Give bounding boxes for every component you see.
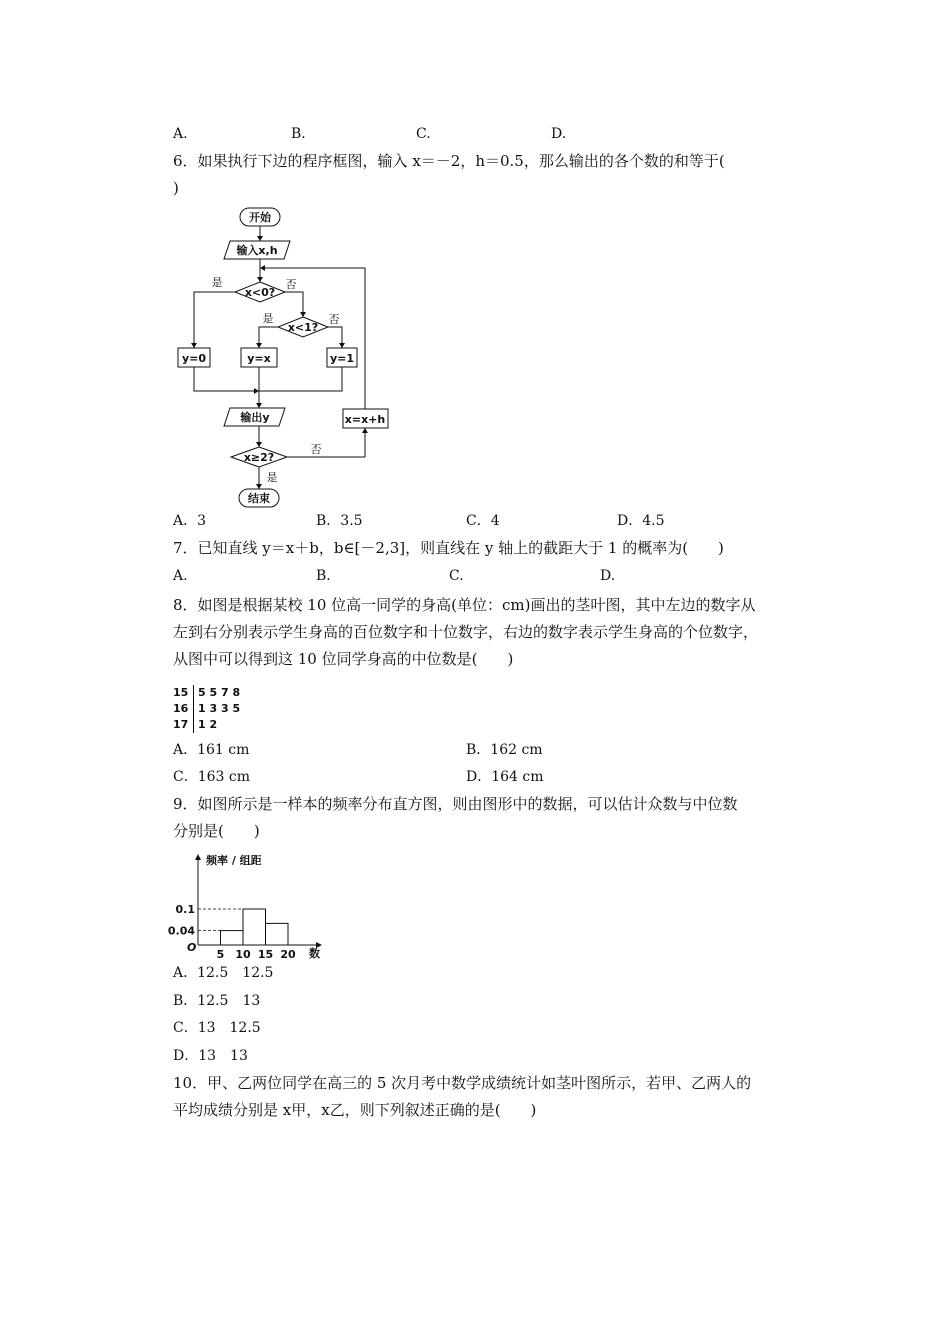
q9-option-b: B．12.5 13 [173,993,261,1009]
q9-text-line2: 分别是( ) [173,822,260,840]
histogram-bar [266,923,289,945]
q6-flowchart [175,205,395,510]
leaf-values: 1 3 3 5 [198,702,241,715]
x-tick-label: 5 [216,948,225,961]
flow-cond2-label: x<1? [287,321,319,334]
y-axis-arrow [195,854,201,860]
x-tick-label: 20 [280,948,296,961]
q9-option-c: C．13 12.5 [173,1020,261,1036]
q7-text-line1: 7．已知直线 y＝x＋b，b∈[－2,3]，则直线在 y 轴上的截距大于 1 的概率为( ) [173,539,724,557]
y-tick-label: 0.1 [175,903,195,916]
q8-text-line1: 8．如图是根据某校 10 位高一同学的身高(单位：cm)画出的茎叶图，其中左边的数字从 [173,596,756,614]
q8-option-d: D．164 cm [466,769,544,785]
stem-value: 17 [173,718,189,731]
flow-yes-label-3: 是 [266,471,278,484]
q5-option-a: A. [173,126,188,142]
q5-option-b: B. [291,126,306,142]
q7-option-c: C. [449,568,464,584]
flow-no-label-3: 否 [310,443,322,456]
q10-text-line2: 平均成绩分别是 x甲，x乙，则下列叙述正确的是( ) [173,1101,537,1119]
q9-option-d: D．13 13 [173,1048,248,1064]
flow-y0-label: y=0 [181,352,207,365]
q6-option-a: A．3 [173,513,207,529]
flow-yes-label-2: 是 [262,312,274,325]
q8-text-line3: 从图中可以得到这 10 位同学身高的中位数是( ) [173,650,514,668]
q8-text-line2: 左到右分别表示学生身高的百位数字和十位数字，右边的数字表示学生身高的个位数字， [173,623,759,641]
stem-leaf-row [173,717,240,733]
flow-cond1-label: x<0? [244,286,276,299]
x-axis-label: 数 [309,947,320,960]
q8-option-a: A．161 cm [173,742,250,758]
x-tick-label: 10 [235,948,251,961]
histogram-bar [243,909,266,945]
q6-option-c: C．4 [466,513,500,529]
q5-option-d: D. [551,126,567,142]
flow-y1-label: y=1 [329,352,355,365]
q6-option-b: B．3.5 [316,513,363,529]
stem-value: 16 [173,702,189,715]
q6-text-line2: ) [173,179,179,197]
flow-end-label: 结束 [248,492,270,505]
flow-yes-label-1: 是 [211,276,223,289]
flow-no-label-2: 否 [328,313,340,326]
q8-option-b: B．162 cm [466,742,543,758]
q9-option-a: A．12.5 12.5 [173,965,274,981]
flow-input-label: 输入x,h [236,244,278,257]
x-tick-label: 15 [257,948,274,961]
flow-yx-label: y=x [247,352,271,365]
q7-option-b: B. [316,568,331,584]
flow-no-label-1: 否 [285,278,297,291]
leaf-values: 1 2 [198,718,218,731]
q10-text-line1: 10．甲、乙两位同学在高三的 5 次月考中数学成绩统计如茎叶图所示，若甲、乙两人的 [173,1074,752,1092]
y-tick-label: 0.04 [167,924,195,938]
stem-leaf-row [173,701,240,717]
q6-option-d: D．4.5 [617,513,665,529]
flow-start-label: 开始 [249,211,271,224]
flow-cond3-label: x≥2? [243,451,275,464]
origin-label: O [187,941,197,954]
q7-option-d: D. [600,568,616,584]
q5-option-c: C. [416,126,431,142]
flow-output-label: 输出y [240,411,270,424]
q9-text-line1: 9．如图所示是一样本的频率分布直方图，则由图形中的数据，可以估计众数与中位数 [173,795,738,813]
histogram-bar [221,931,244,945]
q8-stem-leaf-plot [173,685,240,733]
q6-text-line1: 6．如果执行下边的程序框图，输入 x＝－2，h＝0.5，那么输出的各个数的和等于( [173,152,725,170]
stem-leaf-row [173,685,240,701]
q9-histogram [167,850,333,962]
q7-option-a: A. [173,568,188,584]
y-axis-label: 频率 / 组距 [206,854,262,867]
stem-value: 15 [173,686,189,699]
flow-update-label: x=x+h [344,413,386,426]
q8-option-c: C．163 cm [173,769,250,785]
leaf-values: 5 5 7 8 [198,686,241,699]
